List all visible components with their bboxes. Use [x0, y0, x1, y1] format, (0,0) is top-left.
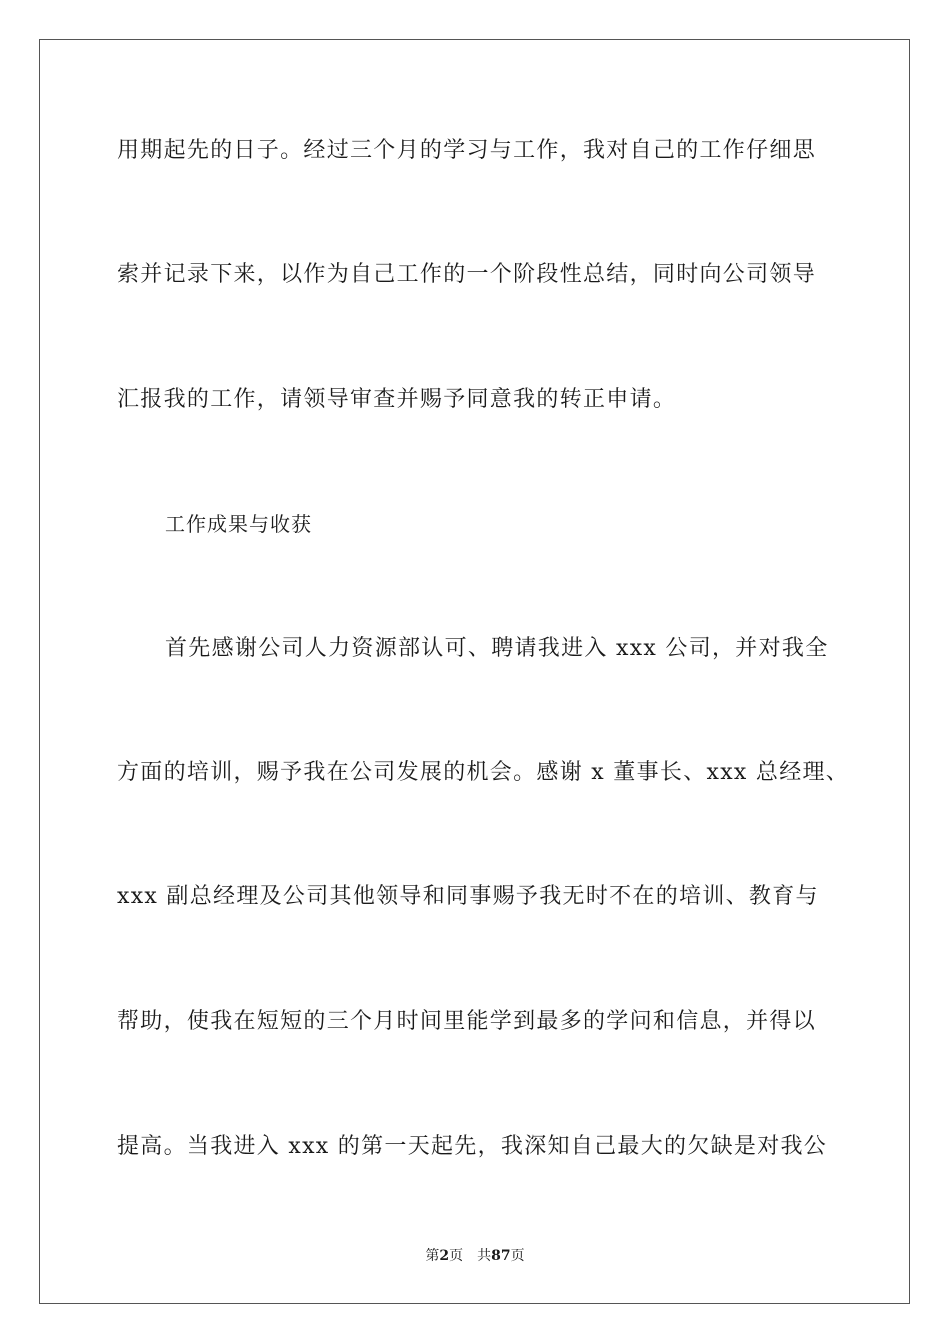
- footer-total-pages: 87: [491, 1248, 511, 1264]
- footer-page-prefix: 第: [425, 1248, 440, 1264]
- paragraph-line-5: 提高。当我进入 xxx 的第一天起先，我深知自己最大的欠缺是对我公: [117, 1134, 828, 1159]
- body-line-1: 用期起先的日子。经过三个月的学习与工作，我对自己的工作仔细思: [117, 138, 817, 163]
- footer-total-prefix: 共: [477, 1248, 492, 1264]
- footer-page-number: 2: [439, 1248, 450, 1264]
- paragraph-line-1: 首先感谢公司人力资源部认可、聘请我进入 xxx 公司，并对我全: [165, 636, 829, 661]
- page-border: [39, 39, 910, 1304]
- footer-total-suffix: 页: [510, 1248, 525, 1264]
- body-line-2: 索并记录下来，以作为自己工作的一个阶段性总结，同时向公司领导: [117, 262, 817, 287]
- section-heading: 工作成果与收获: [165, 512, 312, 536]
- body-line-3: 汇报我的工作，请领导审查并赐予同意我的转正申请。: [117, 387, 677, 412]
- paragraph-line-2: 方面的培训，赐予我在公司发展的机会。感谢 x 董事长、xxx 总经理、: [117, 760, 850, 785]
- footer-page-suffix: 页: [449, 1248, 464, 1264]
- paragraph-line-4: 帮助，使我在短短的三个月时间里能学到最多的学问和信息，并得以: [117, 1009, 817, 1034]
- page-footer: [0, 1246, 950, 1266]
- paragraph-line-3: xxx 副总经理及公司其他领导和同事赐予我无时不在的培训、教育与: [117, 884, 819, 909]
